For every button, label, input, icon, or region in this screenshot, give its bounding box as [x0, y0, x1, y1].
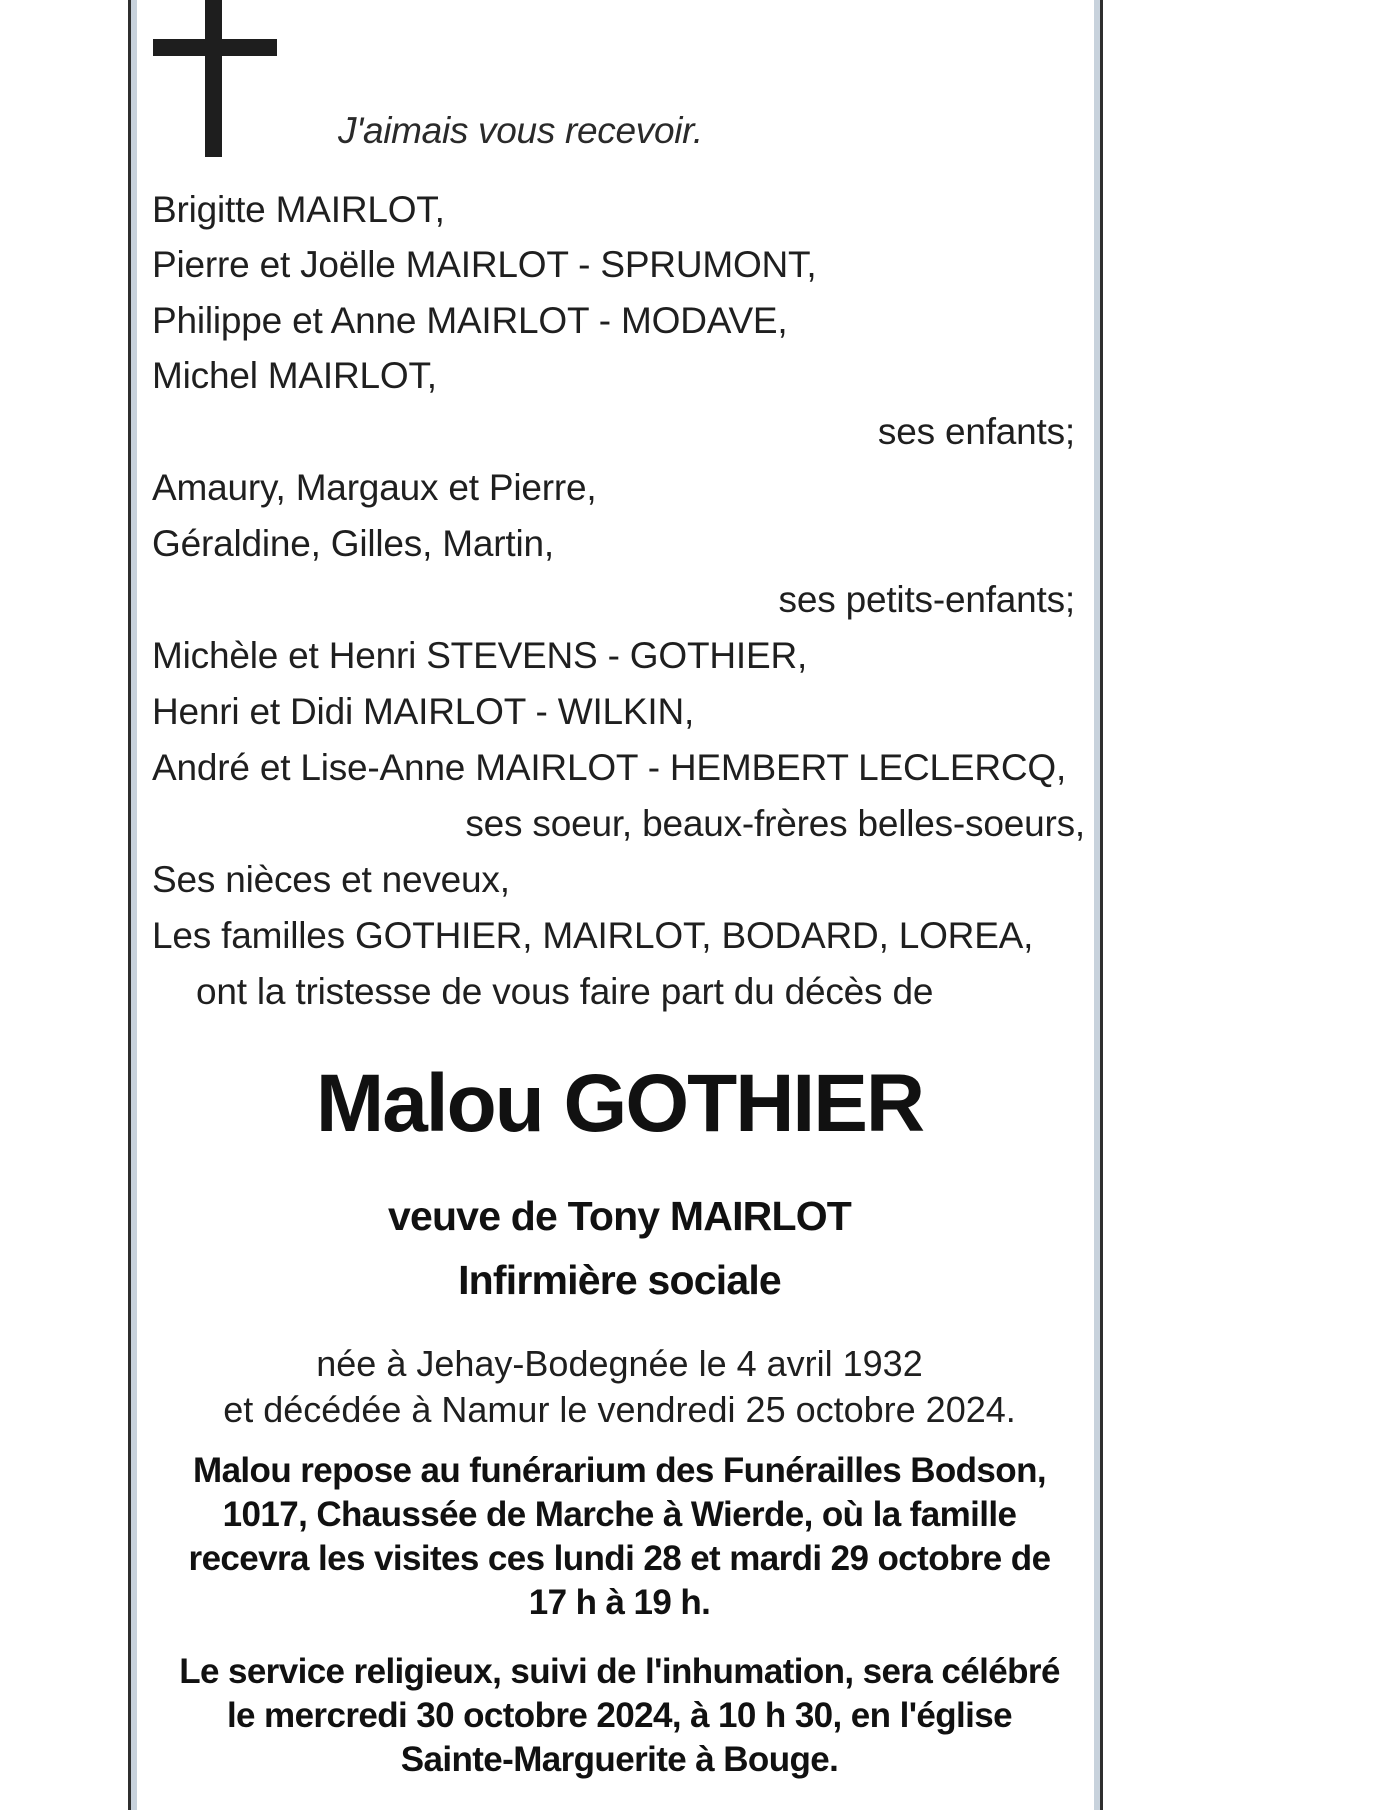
siblings-label: ses soeur, beaux-frères belles-soeurs, — [465, 803, 1085, 844]
announcement: ont la tristesse de vous faire part du décès de — [196, 971, 934, 1012]
relatives-line: Les familles GOTHIER, MAIRLOT, BODARD, LOREA, — [152, 915, 1034, 956]
service-line: Le service religieux, suivi de l'inhumation, sera célébré — [179, 1652, 1060, 1691]
grandchildren-label: ses petits-enfants; — [778, 579, 1075, 620]
visitation-line: 1017, Chaussée de Marche à Wierde, où la famille — [222, 1495, 1017, 1534]
child-line: Michel MAIRLOT, — [152, 355, 437, 396]
child-line: Brigitte MAIRLOT, — [152, 189, 445, 230]
visitation-line: recevra les visites ces lundi 28 et mardi 29 octobre de — [188, 1539, 1051, 1578]
motto: J'aimais vous recevoir. — [338, 110, 703, 151]
sibling-line: Michèle et Henri STEVENS - GOTHIER, — [152, 635, 808, 676]
visitation-line: Malou repose au funérarium des Funérailles Bodson, — [193, 1451, 1046, 1490]
grandchild-line: Géraldine, Gilles, Martin, — [152, 523, 554, 564]
service-info — [152, 1650, 1087, 1782]
child-line: Pierre et Joëlle MAIRLOT - SPRUMONT, — [152, 244, 817, 285]
visitation-line: 17 h à 19 h. — [528, 1583, 711, 1622]
sibling-line: André et Lise-Anne MAIRLOT - HEMBERT LECLERCQ, — [152, 747, 1067, 788]
deceased-name: Malou GOTHIER — [315, 1058, 924, 1149]
grandchild-line: Amaury, Margaux et Pierre, — [152, 467, 597, 508]
relatives-line: Ses nièces et neveux, — [152, 859, 510, 900]
service-line: le mercredi 30 octobre 2024, à 10 h 30, en l'église — [226, 1696, 1013, 1735]
child-line: Philippe et Anne MAIRLOT - MODAVE, — [152, 300, 788, 341]
sibling-line: Henri et Didi MAIRLOT - WILKIN, — [152, 691, 695, 732]
profession: Infirmière sociale — [458, 1257, 781, 1303]
birth-info: née à Jehay-Bodegnée le 4 avril 1932 — [316, 1343, 923, 1384]
children-label: ses enfants; — [877, 411, 1075, 452]
service-line: Sainte-Marguerite à Bouge. — [400, 1740, 839, 1779]
visitation-info — [152, 1449, 1087, 1625]
death-info: et décédée à Namur le vendredi 25 octobre 2024. — [223, 1389, 1016, 1430]
widow-of: veuve de Tony MAIRLOT — [387, 1193, 852, 1239]
